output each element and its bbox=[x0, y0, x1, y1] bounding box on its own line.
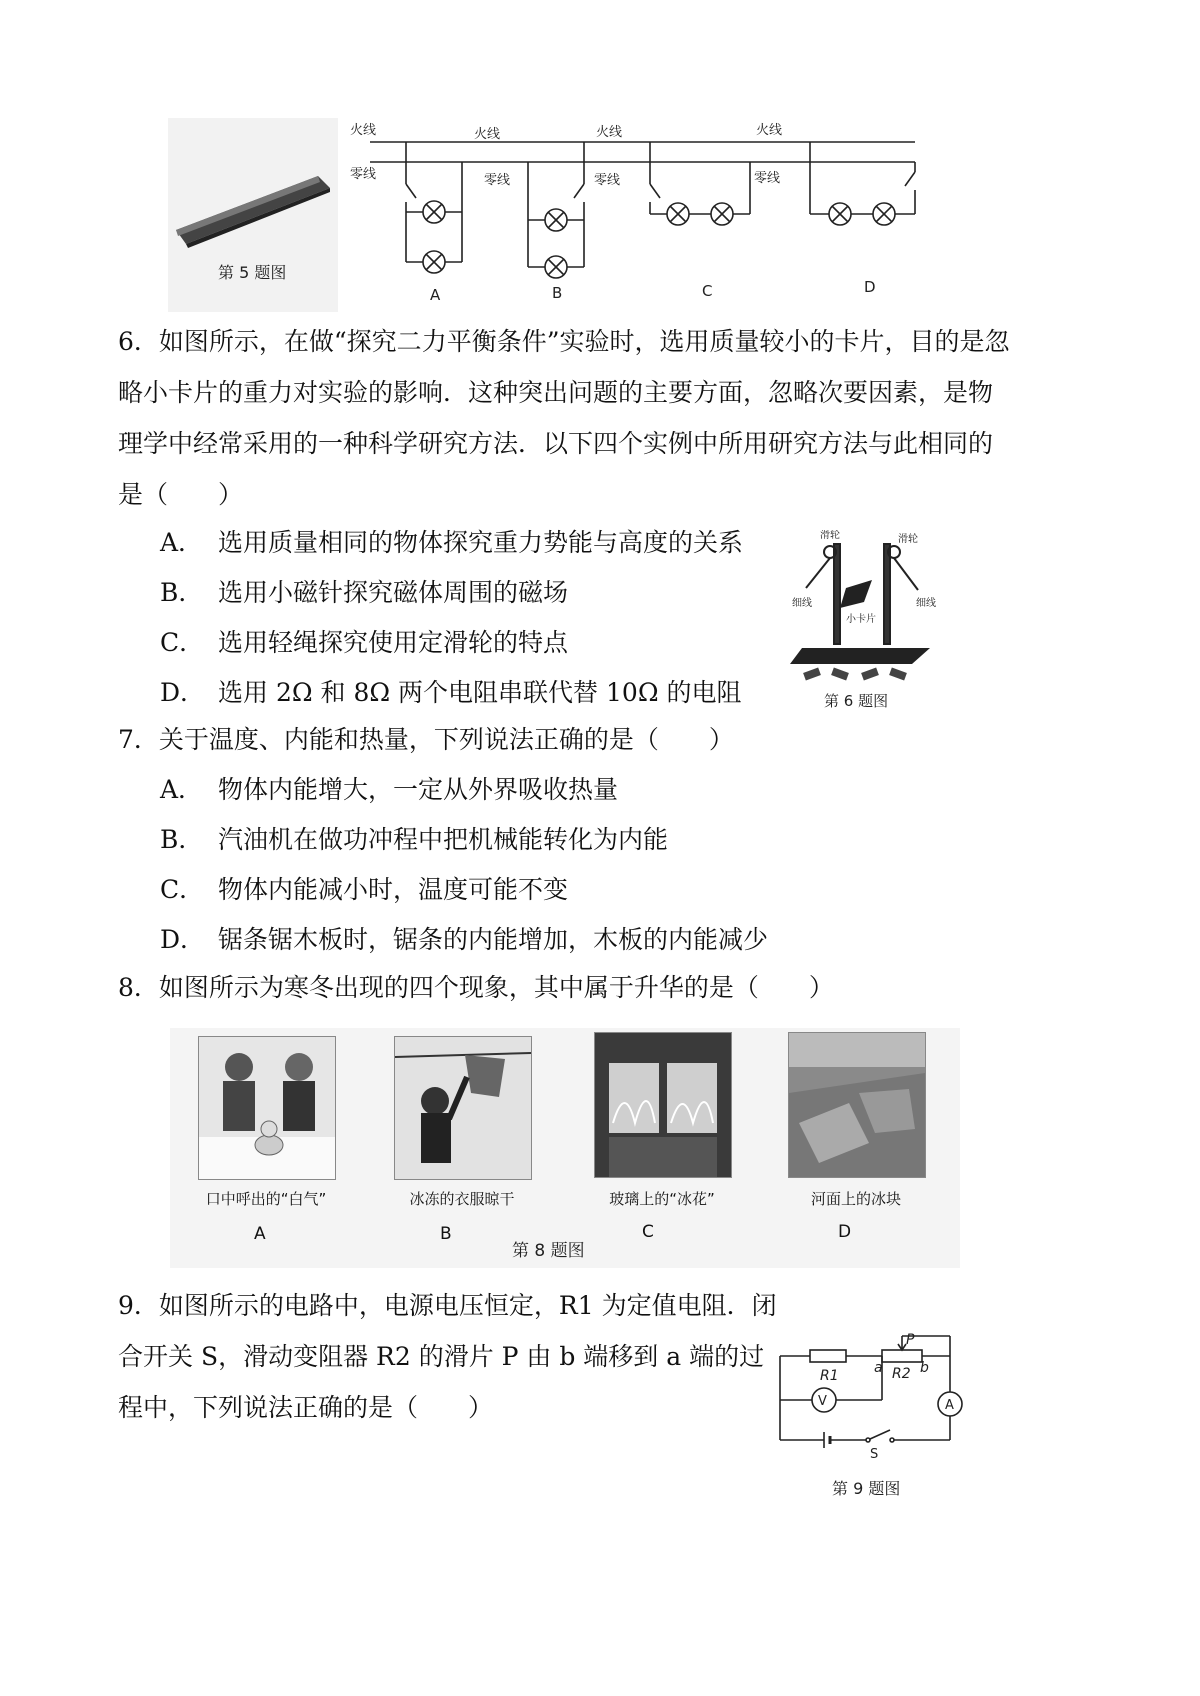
fig6-string-right: 细线 bbox=[916, 598, 936, 609]
q7-option-d-text: 锯条锯木板时，锯条的内能增加，木板的内能减少 bbox=[218, 925, 769, 954]
q6-line-1: 6．如图所示，在做“探究二力平衡条件”实验时，选用质量较小的卡片，目的是忽 bbox=[118, 327, 1010, 356]
live-wire-label-d: 火线 bbox=[756, 123, 783, 138]
fig8-label-a: 口中呼出的“白气” bbox=[205, 1190, 327, 1208]
q6-option-b bbox=[160, 573, 568, 613]
q9-line-3: 程中，下列说法正确的是（ ） bbox=[118, 1393, 494, 1422]
voltmeter-icon: V bbox=[818, 1394, 827, 1409]
fig8-letter-c: C bbox=[642, 1222, 654, 1242]
fig9-end-a-label: a bbox=[874, 1360, 883, 1376]
q7-option-b-letter: B． bbox=[160, 825, 204, 854]
fig9-caption: 第 9 题图 bbox=[832, 1479, 901, 1498]
q7-option-d bbox=[160, 920, 768, 960]
q6-option-a-text: 选用质量相同的物体探究重力势能与高度的关系 bbox=[218, 528, 744, 557]
q6-option-d-text: 选用 2Ω 和 8Ω 两个电阻串联代替 10Ω 的电阻 bbox=[218, 678, 742, 707]
q6-option-c-letter: C． bbox=[160, 628, 205, 657]
neutral-wire-label-d: 零线 bbox=[754, 171, 781, 186]
q6-line-4: 是（ ） bbox=[118, 480, 244, 509]
q8-stem: 8．如图所示为寒冬出现的四个现象，其中属于升华的是（ ） bbox=[118, 973, 834, 1002]
q6-line-2: 略小卡片的重力对实验的影响．这种突出问题的主要方面，忽略次要因素，是物 bbox=[118, 378, 994, 407]
q7-option-c bbox=[160, 870, 568, 910]
fig5-circuit-diagram bbox=[340, 112, 930, 312]
live-wire-label-c: 火线 bbox=[596, 125, 623, 140]
fig8-picture-c bbox=[594, 1032, 732, 1178]
fig8-pictures bbox=[170, 1028, 960, 1268]
q6-option-c-text: 选用轻绳探究使用定滑轮的特点 bbox=[218, 628, 569, 657]
fig9-slider-label: P bbox=[906, 1332, 915, 1348]
fig6-string-left: 细线 bbox=[792, 598, 812, 609]
neutral-wire-label-a: 零线 bbox=[350, 167, 377, 182]
q6-option-c bbox=[160, 623, 568, 663]
fig6-caption: 第 6 题图 bbox=[824, 692, 889, 710]
q7-option-b bbox=[160, 820, 668, 860]
fig5-rod-photo bbox=[168, 118, 338, 312]
q7-option-a-text: 物体内能增大，一定从外界吸收热量 bbox=[218, 775, 619, 804]
q7-option-b-text: 汽油机在做功冲程中把机械能转化为内能 bbox=[218, 825, 669, 854]
fig6-pulley-left: 滑轮 bbox=[820, 530, 840, 541]
fig9-r2-label: R2 bbox=[892, 1366, 911, 1382]
fig5-option-d: D bbox=[864, 278, 876, 296]
q7-option-c-letter: C． bbox=[160, 875, 205, 904]
fig5-caption: 第 5 题图 bbox=[218, 263, 287, 282]
q6-option-d bbox=[160, 673, 742, 713]
fig8-caption: 第 8 题图 bbox=[512, 1241, 585, 1261]
ammeter-icon: A bbox=[945, 1398, 954, 1413]
fig5-option-b: B bbox=[552, 284, 563, 302]
q7-option-a-letter: A． bbox=[160, 775, 204, 804]
q9-line-2: 合开关 S，滑动变阻器 R2 的滑片 P 由 b 端移到 a 端的过 bbox=[118, 1342, 765, 1371]
fig8-label-c: 玻璃上的“冰花” bbox=[609, 1190, 715, 1208]
fig9-end-b-label: b bbox=[920, 1360, 929, 1376]
fig8-label-b: 冰冻的衣服晾干 bbox=[409, 1190, 515, 1208]
fig8-letter-b: B bbox=[440, 1224, 452, 1244]
q7-stem: 7．关于温度、内能和热量，下列说法正确的是（ ） bbox=[118, 725, 734, 754]
q7-option-c-text: 物体内能减小时，温度可能不变 bbox=[218, 875, 569, 904]
fig5-option-a: A bbox=[430, 286, 441, 304]
live-wire-label-a: 火线 bbox=[350, 123, 377, 138]
q6-line-3: 理学中经常采用的一种科学研究方法．以下四个实例中所用研究方法与此相同的 bbox=[118, 429, 994, 458]
fig8-letter-d: D bbox=[838, 1222, 852, 1242]
fig9-circuit-diagram bbox=[770, 1330, 970, 1510]
neutral-wire-label-c: 零线 bbox=[594, 173, 621, 188]
fig8-picture-b bbox=[394, 1036, 532, 1180]
fig8-letter-a: A bbox=[254, 1224, 266, 1244]
fig9-r1-label: R1 bbox=[820, 1368, 839, 1384]
live-wire-label-b: 火线 bbox=[474, 127, 501, 142]
q7-option-a bbox=[160, 770, 618, 810]
q6-option-b-letter: B． bbox=[160, 578, 204, 607]
q6-option-a-letter: A． bbox=[160, 528, 204, 557]
fig6-pulley-right: 滑轮 bbox=[898, 534, 918, 545]
fig6-card-label: 小卡片 bbox=[846, 614, 876, 625]
neutral-wire-label-b: 零线 bbox=[484, 173, 511, 188]
fig9-switch-label: S bbox=[870, 1447, 879, 1462]
q9-line-1: 9．如图所示的电路中，电源电压恒定，R1 为定值电阻．闭 bbox=[118, 1291, 777, 1320]
q6-option-b-text: 选用小磁针探究磁体周围的磁场 bbox=[218, 578, 569, 607]
fig8-picture-a bbox=[198, 1036, 336, 1180]
q7-option-d-letter: D． bbox=[160, 925, 206, 954]
fig8-picture-d bbox=[788, 1032, 926, 1178]
q6-option-d-letter: D． bbox=[160, 678, 206, 707]
fig5-option-c: C bbox=[702, 282, 713, 300]
fig8-label-d: 河面上的冰块 bbox=[810, 1190, 901, 1208]
fig6-two-force-apparatus bbox=[790, 530, 950, 720]
q6-option-a bbox=[160, 523, 743, 563]
